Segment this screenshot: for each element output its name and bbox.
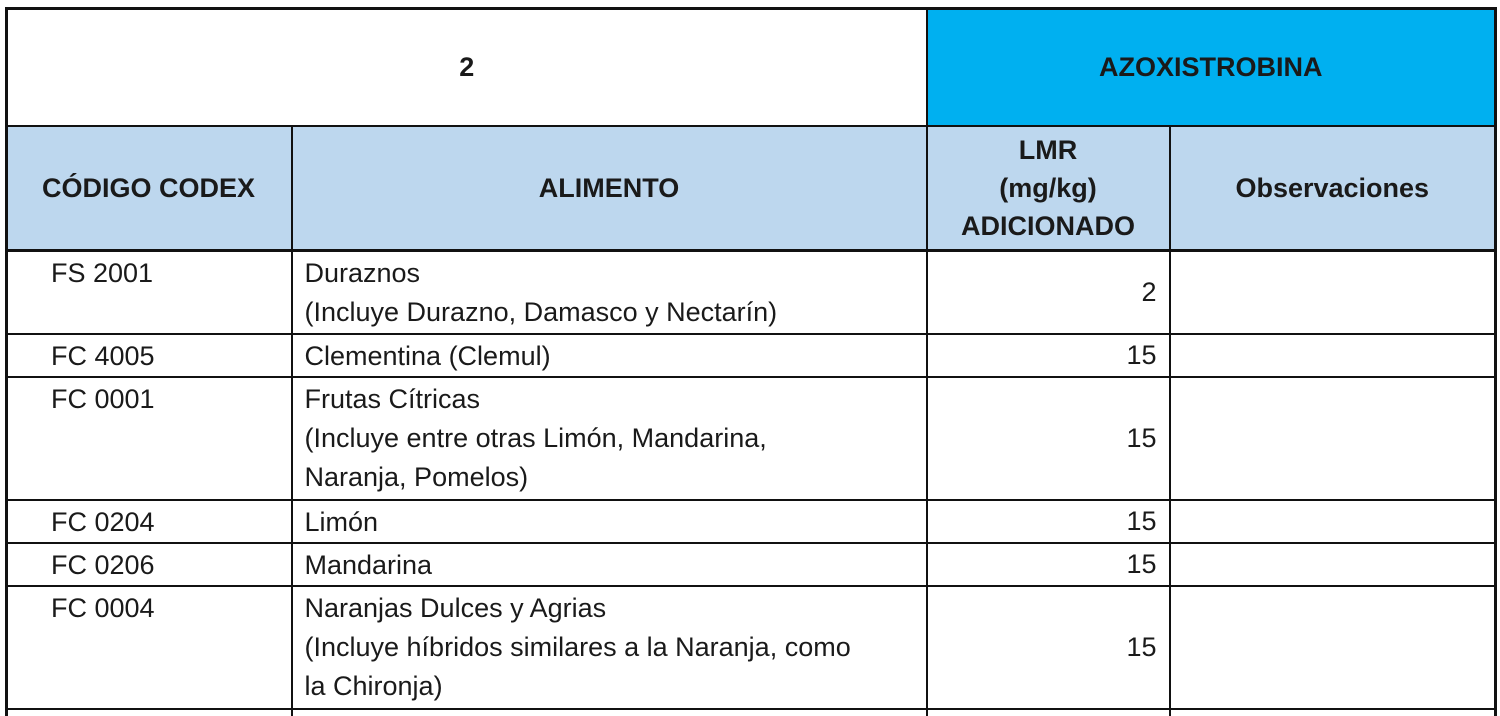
food-cell	[292, 334, 927, 377]
food-line: (Incluye Durazno, Damasco y Nectarín)	[304, 297, 778, 327]
continuation-cell	[1170, 709, 1496, 716]
food-line: la Chironja)	[304, 670, 443, 701]
column-header-row	[7, 126, 1496, 251]
codex-code-cell: FS 2001	[7, 251, 292, 334]
food-cell	[292, 251, 927, 334]
table-row	[7, 586, 1496, 709]
observations-cell	[1170, 377, 1496, 500]
food-line: Clementina (Clemul)	[304, 340, 551, 371]
observations-cell	[1170, 334, 1496, 377]
substance-header: AZOXISTROBINA	[927, 9, 1496, 127]
header-codex-code: CÓDIGO CODEX	[7, 126, 292, 251]
table-row	[7, 251, 1496, 334]
food-line: (Incluye entre otras Limón, Mandarina,	[304, 422, 767, 453]
codex-code-cell: FC 0004	[7, 586, 292, 709]
table-row	[7, 543, 1496, 586]
header-lmr-line-1: LMR	[1018, 135, 1078, 165]
header-observations: Observaciones	[1170, 126, 1496, 251]
food-line: Naranja, Pomelos)	[304, 461, 529, 492]
lmr-value-cell: 15	[927, 586, 1170, 709]
header-lmr-line-2: (mg/kg)	[999, 173, 1097, 203]
table-row	[7, 500, 1496, 543]
continuation-cell	[7, 709, 292, 716]
codex-code-cell: FC 0206	[7, 543, 292, 586]
continuation-cell	[292, 709, 927, 716]
food-line: Naranjas Dulces y Agrias	[304, 592, 607, 623]
observations-cell	[1170, 500, 1496, 543]
header-lmr-line-3: ADICIONADO	[961, 211, 1135, 241]
table-row-continuation	[7, 709, 1496, 716]
lmr-value-cell: 15	[927, 377, 1170, 500]
lmr-value-cell: 15	[927, 334, 1170, 377]
codex-code-cell: FC 0204	[7, 500, 292, 543]
food-cell	[292, 543, 927, 586]
codex-code-cell: FC 4005	[7, 334, 292, 377]
mrl-table	[5, 7, 1497, 716]
lmr-value-cell: 2	[927, 251, 1170, 334]
food-line: (Incluye híbridos similares a la Naranja, como	[304, 631, 851, 662]
lmr-value-cell: 15	[927, 543, 1170, 586]
codex-code-cell: FC 0001	[7, 377, 292, 500]
table-row	[7, 377, 1496, 500]
continuation-cell	[927, 709, 1170, 716]
food-cell	[292, 500, 927, 543]
food-line: Frutas Cítricas	[304, 383, 481, 414]
food-line: Mandarina	[304, 549, 433, 580]
header-food: ALIMENTO	[292, 126, 927, 251]
lmr-value-cell: 15	[927, 500, 1170, 543]
table-row	[7, 334, 1496, 377]
food-line: Duraznos	[304, 258, 421, 288]
food-cell	[292, 377, 927, 500]
title-row	[7, 9, 1496, 127]
observations-cell	[1170, 586, 1496, 709]
table-number: 2	[7, 9, 927, 127]
food-line: Limón	[304, 506, 379, 537]
header-lmr	[927, 126, 1170, 251]
observations-cell	[1170, 251, 1496, 334]
observations-cell	[1170, 543, 1496, 586]
food-cell	[292, 586, 927, 709]
